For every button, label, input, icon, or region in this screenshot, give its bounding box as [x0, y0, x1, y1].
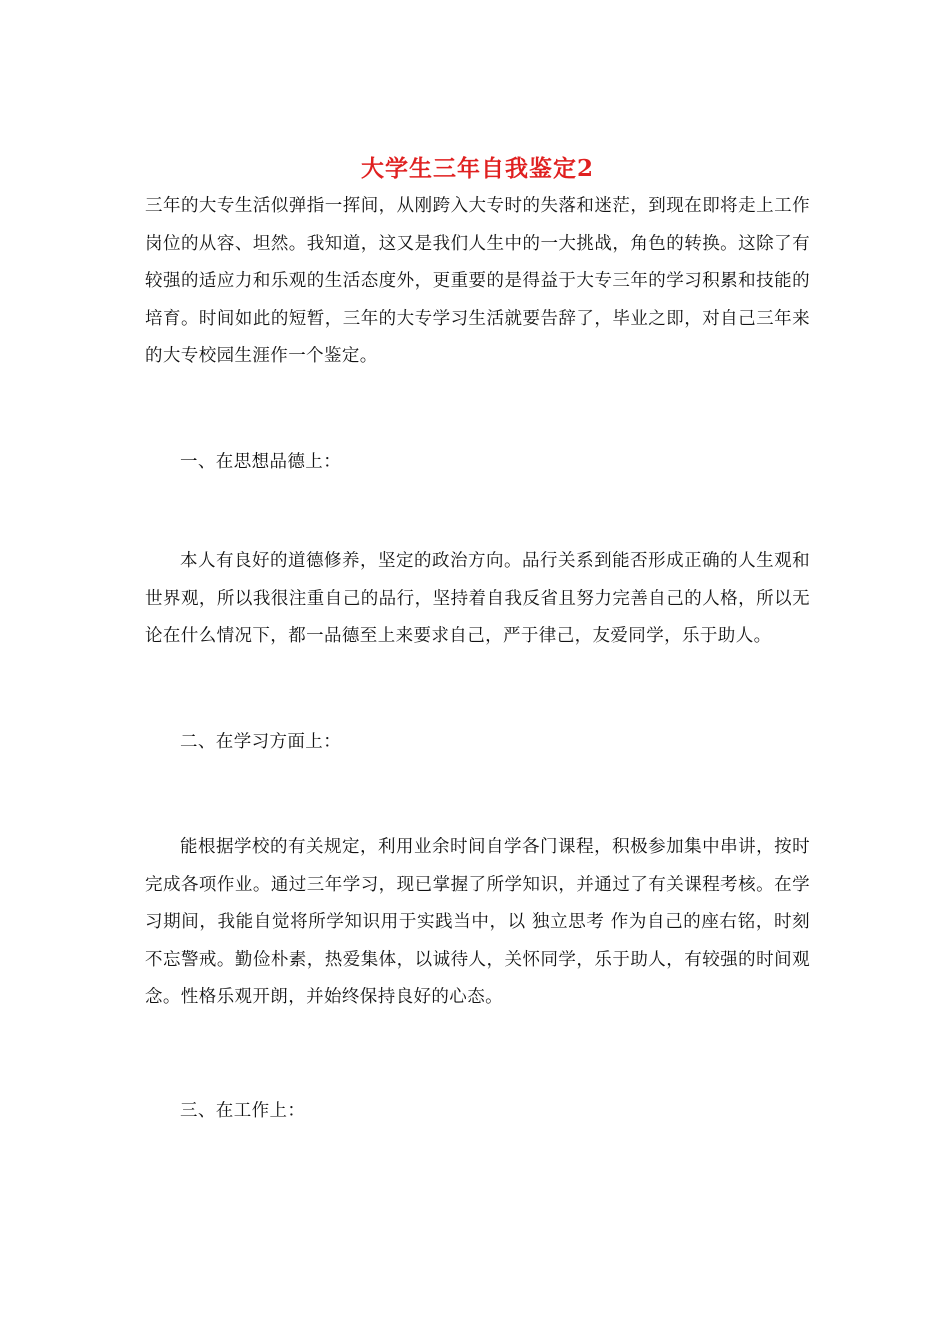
spacer	[145, 656, 810, 724]
section-heading-morality: 一、在思想品德上：	[180, 451, 342, 472]
intro-paragraph: 三年的大专生活似弹指一挥间，从刚跨入大专时的失落和迷茫，到现在即将走上工作岗位的从容、坦然。我知道，这又是我们人生中的一大挑战，角色的转换。这除了有较强的适应力和乐观的生活态度外，更重要的是得益于大专三年的学习积累和技能的培育。时间如此的短暂，三年的大专学习生活就要告辞了，毕业之即，对自己三年来的大专校园生涯作一个鉴定。	[145, 196, 810, 366]
section-heading-work: 三、在工作上：	[180, 1100, 306, 1121]
document-title: 大学生三年自我鉴定2	[360, 155, 594, 182]
spacer	[145, 761, 810, 829]
spacer	[145, 1017, 810, 1093]
section-body-study: 能根据学校的有关规定，利用业余时间自学各门课程，积极参加集中串讲，按时完成各项作业。通过三年学习，现已掌握了所学知识，并通过了有关课程考核。在学习期间，我能自觉将所学知识用于实践当中，以 独立思考 作为自己的座右铭，时刻不忘警戒。勤俭朴素，热爱集体，以诚待人，关怀同学，乐于助人，有较强的时间观念。性格乐观开朗，并始终保持良好的心态。	[145, 837, 810, 1007]
document-page	[145, 150, 810, 1130]
spacer	[145, 481, 810, 543]
spacer	[145, 376, 810, 444]
section-heading-study: 二、在学习方面上：	[180, 731, 342, 752]
section-body-morality: 本人有良好的道德修养，坚定的政治方向。品行关系到能否形成正确的人生观和世界观，所以我很注重自己的品行，坚持着自我反省且努力完善自己的人格，所以无论在什么情况下，都一品德至上来要求自己，严于律己，友爱同学，乐于助人。	[145, 551, 810, 646]
